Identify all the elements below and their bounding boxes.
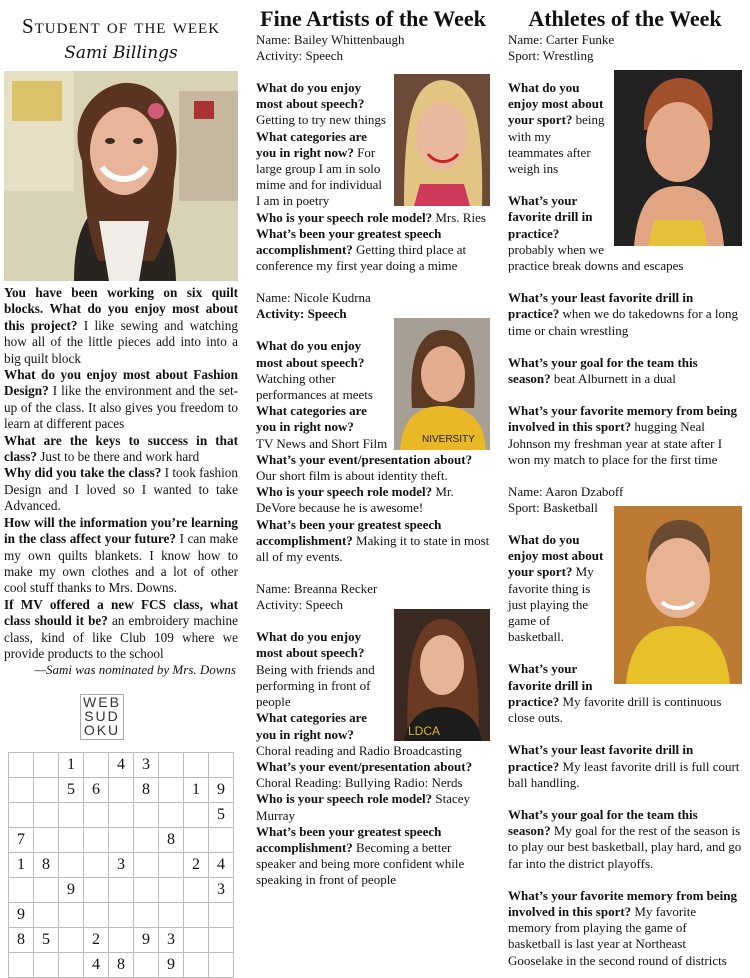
sudoku-cell (184, 928, 209, 953)
student-of-week-column (4, 0, 238, 678)
sudoku-cell: 2 (184, 853, 209, 878)
sudoku-cell (9, 753, 34, 778)
sudoku-cell (184, 903, 209, 928)
student-name: Sami Billings (64, 43, 178, 63)
sudoku-cell (159, 853, 184, 878)
sudoku-cell: 3 (159, 928, 184, 953)
sudoku-row (9, 853, 234, 878)
sudoku-cell (59, 828, 84, 853)
artist-a: Getting to try new things (256, 112, 386, 128)
logo-line: WEB (83, 694, 121, 710)
sudoku-cell: 5 (209, 803, 234, 828)
sudoku-cell (209, 953, 234, 978)
artist-a: Choral Reading: Bullying Radio: Nerds (256, 775, 463, 791)
athlete-a: My favorite drill is continuous close outs. (508, 693, 722, 726)
sudoku-cell (84, 828, 109, 853)
sudoku-cell: 8 (34, 853, 59, 878)
athlete-a: hugging Neal Johnson my freshman year at state after I won my match to place for the first time (508, 419, 723, 467)
sudoku-cell: 5 (59, 778, 84, 803)
artist-a: For large group I am in solo mime and for individual I am in poetry (256, 144, 383, 209)
artist-q: Who is your speech role model? (256, 209, 433, 225)
sudoku-cell: 4 (209, 853, 234, 878)
sudoku-row (9, 928, 234, 953)
artist-q: Who is your speech role model? (256, 484, 433, 500)
sudoku-cell: 9 (134, 928, 159, 953)
sudoku-cell: 1 (9, 853, 34, 878)
athlete-q: What’s your least favorite drill in practice? (508, 290, 694, 322)
athlete-name: Name: Carter Funke (508, 32, 615, 47)
artist-photo (394, 74, 490, 206)
athlete-a: being with my teammates after weigh ins (508, 112, 605, 177)
artist-photo (394, 318, 490, 450)
athlete-q: What’s your favorite memory from being involved in this sport? (508, 887, 738, 919)
artist-name: Name: Bailey Whittenbaugh (256, 32, 405, 47)
sudoku-cell (34, 903, 59, 928)
athlete-q: What’s your least favorite drill in practice? (508, 742, 694, 774)
sudoku-cell (34, 953, 59, 978)
athlete-a: My favorite memory from playing the game of basketball is last year at Northeast Gooselake in the second round of districts (508, 903, 727, 968)
artist-q: Who is your speech role model? (256, 791, 433, 807)
sudoku-cell (84, 903, 109, 928)
artist-a: Being with friends and performing in front of people (256, 661, 375, 710)
sudoku-cell (184, 803, 209, 828)
sudoku-cell: 8 (109, 953, 134, 978)
sudoku-cell (34, 778, 59, 803)
student-a1: I like sewing and watching how all of the little pieces add into into a big quilt block (4, 317, 238, 366)
sudoku-row (9, 953, 234, 978)
artist-q: What’s been your greatest speech accomplishment? (256, 225, 442, 258)
sudoku-cell (9, 953, 34, 978)
svg-text:LDCA: LDCA (408, 724, 441, 739)
student-q2: What do you enjoy most about Fashion Design? (4, 367, 238, 399)
sudoku-cell (9, 878, 34, 903)
sudoku-cell (159, 903, 184, 928)
artist-activity: Activity: Speech (256, 597, 344, 613)
athlete-q: What do you enjoy most about your sport? (508, 532, 604, 580)
sudoku-cell (184, 953, 209, 978)
sudoku-cell (209, 928, 234, 953)
athlete-q: What’s your goal for the team this season? (508, 806, 698, 839)
student-interview (4, 285, 238, 662)
sudoku-cell (134, 853, 159, 878)
student-a6: an embroidery machine class, kind of like Club 109 where we provide products to the school (4, 613, 239, 661)
svg-text:NIVERSITY: NIVERSITY (422, 434, 475, 446)
logo-line: OKU (83, 722, 121, 738)
sudoku-row (9, 803, 234, 828)
sudoku-row (9, 878, 234, 903)
sudoku-cell: 3 (109, 853, 134, 878)
artist-a: TV News and Short Film (256, 435, 388, 451)
sudoku-cell: 2 (84, 928, 109, 953)
student-q3: What are the keys to success in that class? (4, 432, 238, 465)
sudoku-cell (209, 903, 234, 928)
student-a5: I can make my own quilts blankets. I know how to make my own clothes and a lot of other cool stuff thanks to Mrs. Downs. (4, 531, 239, 596)
sudoku-cell: 1 (59, 753, 84, 778)
sudoku-cell (159, 878, 184, 903)
sudoku-cell (134, 803, 159, 828)
fine-artists-heading: Fine Artists of the Week (260, 6, 486, 31)
sudoku-cell: 9 (59, 878, 84, 903)
sudoku-cell: 8 (159, 828, 184, 853)
student-a2: I like the environment and the set-up of the class. It also gives you freedom to learn at different paces (4, 383, 238, 432)
athletes-column (508, 0, 742, 969)
athlete-q: What do you enjoy most about your sport? (508, 80, 604, 128)
sudoku-cell (84, 853, 109, 878)
sudoku-cell: 8 (134, 778, 159, 803)
student-q1: You have been working on six quilt blocks. What do you enjoy most about this project? (4, 285, 238, 333)
athlete-sport: Sport: Wrestling (508, 48, 594, 63)
artist-q: What do you enjoy most about speech? (256, 80, 365, 112)
artist-a: Getting third place at conference my first year doing a mime (256, 242, 467, 274)
sudoku-cell (184, 878, 209, 903)
artist-q: What categories are you in right now? (256, 710, 367, 742)
artist-a: Choral reading and Radio Broadcasting (256, 742, 462, 758)
artist-a: Watching other performances at meets (256, 370, 373, 403)
sudoku-cell (159, 778, 184, 803)
artist-name: Name: Nicole Kudrna (256, 290, 371, 306)
athlete-q: What’s your favorite drill in practice? (508, 661, 593, 709)
athlete-a: when we do takedowns for a long time or chain wrestling (508, 306, 738, 338)
sudoku-cell (109, 778, 134, 803)
sudoku-cell: 4 (84, 953, 109, 978)
student-q4: Why did you take the class? (4, 465, 162, 481)
sudoku-cell (184, 828, 209, 853)
sudoku-cell (34, 803, 59, 828)
sudoku-cell (84, 878, 109, 903)
sudoku-cell (134, 953, 159, 978)
artist-q: What do you enjoy most about speech? (256, 338, 365, 370)
student-a4: I took fashion Design and I loved so I wanted to take Advanced. (4, 465, 238, 514)
student-q6: If MV offered a new FCS class, what class should it be? (4, 596, 238, 629)
sudoku-cell (34, 753, 59, 778)
sudoku-cell: 5 (34, 928, 59, 953)
student-q5: How will the information you’re learning in the class affect your future? (4, 514, 238, 547)
sudoku-cell (109, 803, 134, 828)
sudoku-cell: 9 (9, 903, 34, 928)
sudoku-cell: 3 (134, 753, 159, 778)
sudoku-cell (9, 803, 34, 828)
student-a3: Just to be there and work hard (36, 449, 200, 465)
sudoku-cell (84, 803, 109, 828)
sudoku-cell (109, 928, 134, 953)
sudoku-cell: 9 (209, 778, 234, 803)
sudoku-cell (109, 903, 134, 928)
sudoku-cell (209, 828, 234, 853)
athlete-photo (614, 70, 742, 246)
artist-q: What’s been your greatest speech accomplishment? (256, 516, 442, 548)
sudoku-cell: 1 (184, 778, 209, 803)
artist-a: Stacey Murray (256, 791, 471, 823)
sudoku-cell (209, 753, 234, 778)
sudoku-row (9, 903, 234, 928)
sudoku-cell (134, 828, 159, 853)
artist-q: What do you enjoy most about speech? (256, 629, 365, 661)
sudoku-cell: 9 (159, 953, 184, 978)
athlete-a: beat Alburnett in a dual (550, 371, 676, 387)
athlete-q: What’s your favorite memory from being involved in this sport? (508, 403, 738, 435)
artist-a: Mrs. Ries (432, 209, 486, 225)
athlete-a: My goal for the rest of the season is to play our best basketball, play hard, and go far into the district playoffs. (508, 823, 742, 871)
artist-a: Mr. DeVore because he is awesome! (256, 484, 454, 516)
sudoku-grid (8, 752, 234, 978)
artist-activity: Activity: Speech (256, 48, 344, 63)
athletes-heading: Athletes of the Week (528, 6, 722, 31)
sudoku-cell (59, 953, 84, 978)
websudoku-logo (80, 694, 124, 740)
sudoku-row (9, 828, 234, 853)
nominated-by: —Sami was nominated by Mrs. Downs (34, 662, 236, 678)
artist-q: What’s your event/presentation about? (256, 451, 473, 467)
student-photo (4, 71, 238, 281)
sudoku-cell (159, 803, 184, 828)
athlete-name: Name: Aaron Dzaboff (508, 484, 624, 500)
sudoku-cell (134, 903, 159, 928)
artist-a: Our short film is about identity theft. (256, 468, 448, 484)
sudoku-cell (59, 803, 84, 828)
sudoku-row (9, 778, 234, 803)
artist-q: What categories are you in right now? (256, 128, 367, 160)
athlete-q: What’s your favorite drill in practice? (508, 193, 593, 241)
sudoku-cell: 8 (9, 928, 34, 953)
sudoku-cell (134, 878, 159, 903)
sudoku-row (9, 753, 234, 778)
athlete-a: My favorite thing is just playing the game of basketball. (508, 564, 594, 645)
artist-photo (394, 609, 490, 741)
athlete-photo (614, 506, 742, 684)
sudoku-cell (59, 903, 84, 928)
sudoku-cell (9, 778, 34, 803)
sudoku-cell (159, 753, 184, 778)
sudoku-cell: 7 (9, 828, 34, 853)
artist-name: Name: Breanna Recker (256, 581, 378, 597)
fine-artists-column (256, 0, 490, 889)
artist-activity: Activity: Speech (256, 306, 347, 322)
sudoku-cell (34, 878, 59, 903)
sudoku-cell (59, 928, 84, 953)
sudoku-cell (59, 853, 84, 878)
artist-q: What’s your event/presentation about? (256, 758, 473, 774)
logo-line: SUD (84, 708, 120, 724)
athlete-q: What’s your goal for the team this season? (508, 354, 698, 387)
artist-q: What categories are you in right now? (256, 403, 367, 435)
athlete-a: My least favorite drill is full court ball handling. (508, 758, 740, 790)
artist-a: Becoming a better speaker and being more confident while speaking in front of people (256, 839, 465, 888)
student-of-week-title: Student of the week (21, 14, 221, 38)
sudoku-cell: 4 (109, 753, 134, 778)
athlete-sport: Sport: Basketball (508, 500, 598, 516)
athlete-a: probably when we practice break downs and escapes (508, 241, 684, 274)
sudoku-cell (109, 828, 134, 853)
sudoku-cell: 6 (84, 778, 109, 803)
sudoku-cell: 3 (209, 878, 234, 903)
sudoku-cell (184, 753, 209, 778)
artist-a: Making it to state in most all of my events. (256, 532, 490, 565)
sudoku-cell (109, 878, 134, 903)
artist-q: What’s been your greatest speech accomplishment? (256, 823, 442, 855)
sudoku-cell (34, 828, 59, 853)
sudoku-cell (84, 753, 109, 778)
